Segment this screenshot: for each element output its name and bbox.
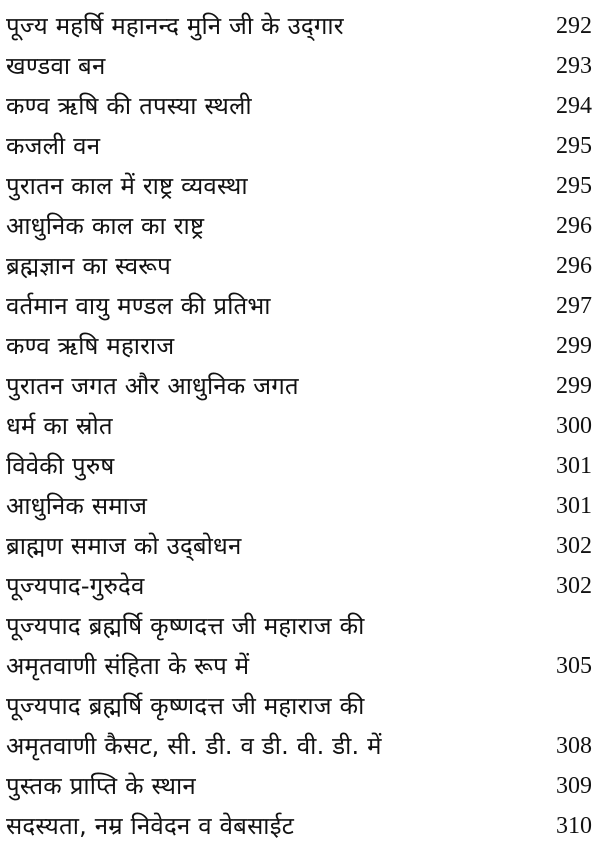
toc-entry-title-line: कण्व ऋषि की तपस्या स्थली <box>6 92 252 120</box>
toc-entry-title <box>6 766 196 806</box>
toc-entry-page-number: 293 <box>556 53 592 79</box>
toc-entry-page-number: 296 <box>556 213 592 239</box>
toc-entry-page-number: 310 <box>556 813 592 839</box>
toc-entry-title <box>6 606 365 686</box>
toc-entry-title <box>6 126 100 166</box>
toc-entry-title-line: धर्म का स्रोत <box>6 412 113 440</box>
toc-entry-title <box>6 326 174 366</box>
toc-entry <box>6 766 594 806</box>
toc-entry-page-number: 302 <box>556 533 592 559</box>
toc-entry-title <box>6 6 344 46</box>
toc-entry-page-number: 302 <box>556 573 592 599</box>
toc-entry-title <box>6 286 271 326</box>
toc-entry <box>6 526 594 566</box>
toc-entry-title <box>6 486 147 526</box>
toc-entry <box>6 326 594 366</box>
toc-entry-title-line: पूज्य महर्षि महानन्द मुनि जी के उद्‌गार <box>6 12 344 40</box>
toc-entry-title-line: अमृतवाणी संहिता के रूप में <box>6 652 250 680</box>
toc-entry-title-line: आधुनिक समाज <box>6 492 148 520</box>
toc-entry-page-number: 309 <box>556 773 592 799</box>
toc-entry-title-line: अमृतवाणी कैसट, सी. डी. व डी. वी. डी. में <box>6 732 382 760</box>
toc-entry <box>6 246 594 286</box>
toc-entry-page-number: 308 <box>556 733 592 759</box>
toc-entry <box>6 366 594 406</box>
toc-entry-title-line: कजली वन <box>6 132 101 160</box>
toc-entry-title <box>6 366 299 406</box>
toc-entry <box>6 126 594 166</box>
toc-entry-page-number: 295 <box>556 133 592 159</box>
toc-entry-title-line: पूज्यपाद ब्रह्मर्षि कृष्णदत्त जी महाराज की <box>6 612 365 640</box>
toc-entry-page-number: 301 <box>556 453 592 479</box>
toc-entry <box>6 286 594 326</box>
toc-entry-title <box>6 446 114 486</box>
toc-entry <box>6 46 594 86</box>
toc-entry-page-number: 299 <box>556 333 592 359</box>
toc-entry-title <box>6 166 248 206</box>
toc-entry-title <box>6 566 144 606</box>
toc-entry-title <box>6 686 382 766</box>
toc-entry-page-number: 296 <box>556 253 592 279</box>
toc-entry <box>6 686 594 766</box>
toc-entry-title <box>6 46 106 86</box>
toc-entry-page-number: 297 <box>556 293 592 319</box>
toc-entry <box>6 6 594 46</box>
toc-entry <box>6 806 594 846</box>
toc-entry-title <box>6 246 171 286</box>
toc-entry-title-line: सदस्यता, नम्र निवेदन व वेबसाईट <box>6 812 294 840</box>
toc-entry-title-line: ब्रह्मज्ञान का स्वरूप <box>6 252 171 280</box>
toc-entry <box>6 446 594 486</box>
toc-entry-title-line: ब्राह्मण समाज को उद्‌बोधन <box>6 532 242 560</box>
toc-entry-title-line: पुरातन जगत और आधुनिक जगत <box>6 372 299 400</box>
toc-entry <box>6 86 594 126</box>
toc-entry-page-number: 300 <box>556 413 592 439</box>
toc-entry-title-line: आधुनिक काल का राष्ट्र <box>6 212 205 240</box>
toc-entry-title-line: पूज्यपाद ब्रह्मर्षि कृष्णदत्त जी महाराज की <box>6 692 365 720</box>
toc-entry-title <box>6 86 252 126</box>
toc-entry <box>6 166 594 206</box>
toc-entry-title-line: पुरातन काल में राष्ट्र व्यवस्था <box>6 172 248 200</box>
toc-entry-title-line: कण्व ऋषि महाराज <box>6 332 175 360</box>
toc-entry-page-number: 292 <box>556 13 592 39</box>
toc-entry-title-line: खण्डवा बन <box>6 52 106 80</box>
toc-entry-title-line: विवेकी पुरुष <box>6 452 115 480</box>
toc-entry-title-line: वर्तमान वायु मण्डल की प्रतिभा <box>6 292 271 320</box>
toc-entry <box>6 566 594 606</box>
toc-list <box>6 6 594 846</box>
toc-entry-page-number: 294 <box>556 93 592 119</box>
toc-entry-page-number: 299 <box>556 373 592 399</box>
toc-entry <box>6 606 594 686</box>
toc-entry-title <box>6 806 294 846</box>
toc-entry-title <box>6 206 204 246</box>
toc-entry-title-line: पुस्तक प्राप्ति के स्थान <box>6 772 196 800</box>
toc-entry <box>6 206 594 246</box>
toc-entry <box>6 406 594 446</box>
toc-entry-page-number: 301 <box>556 493 592 519</box>
toc-entry-title-line: पूज्यपाद-गुरुदेव <box>6 572 145 600</box>
toc-entry-title <box>6 526 242 566</box>
toc-entry-page-number: 305 <box>556 653 592 679</box>
toc-entry-title <box>6 406 113 446</box>
toc-entry-page-number: 295 <box>556 173 592 199</box>
toc-entry <box>6 486 594 526</box>
